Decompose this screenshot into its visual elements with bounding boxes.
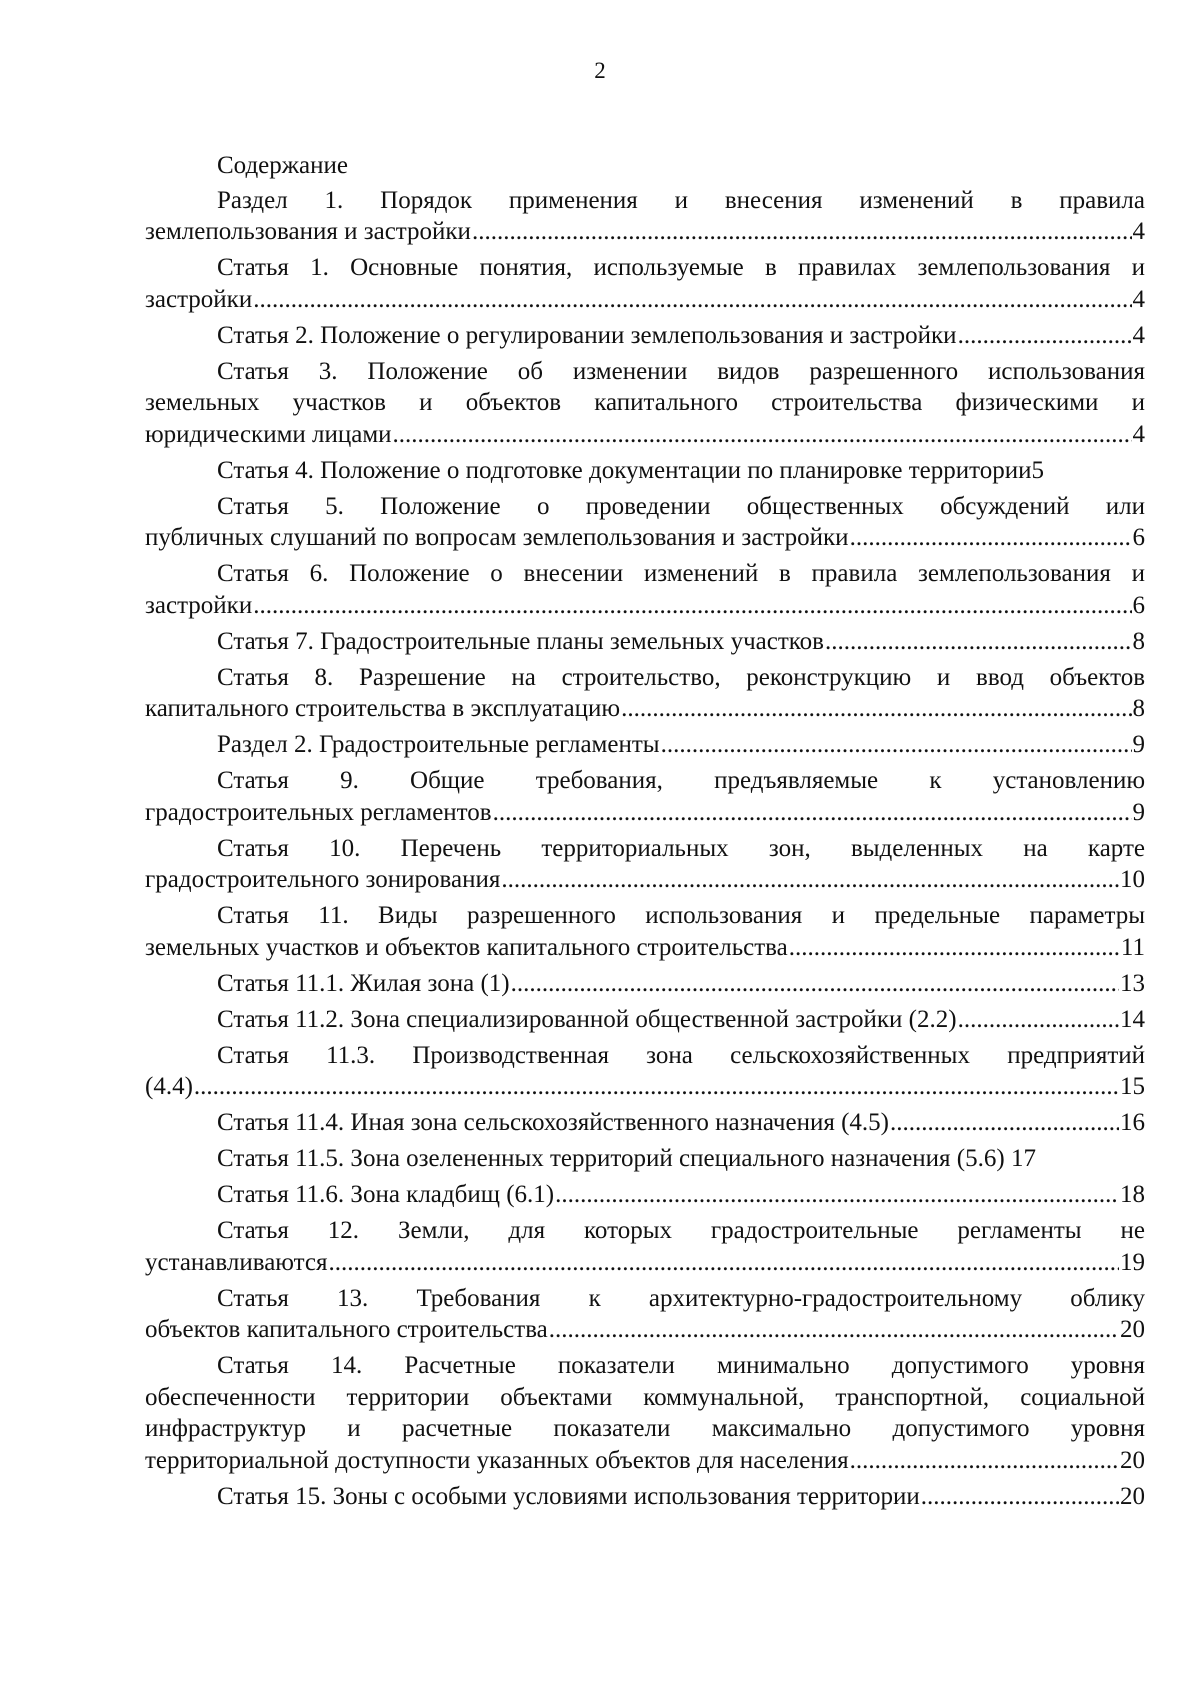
toc-entry (145, 1481, 1145, 1513)
toc-entry-line: земельных участков и объектов капитального строительства физическими и (145, 389, 1145, 416)
toc-entry-last-line (145, 1445, 1145, 1477)
toc-entry (145, 662, 1145, 725)
toc-heading: Содержание (217, 152, 348, 179)
toc-entry-page: 4 (1132, 321, 1145, 349)
toc-entry (145, 320, 1145, 352)
toc-entry-title: публичных слушаний по вопросам землепользования и застройки (145, 524, 849, 551)
toc-entry-page: 20 (1120, 1316, 1145, 1343)
toc-entry (145, 1107, 1145, 1139)
dot-leader (194, 1071, 1119, 1103)
dot-leader (958, 320, 1132, 352)
toc-entry-line: Статья 6. Положение о внесении изменений в правила землепользования и (217, 560, 1145, 587)
dot-leader (825, 626, 1132, 658)
toc-entry-title: застройки (145, 285, 253, 313)
toc-entry (145, 900, 1145, 963)
toc-entry-page: 6 (1132, 591, 1145, 619)
toc-entry (145, 833, 1145, 896)
toc-entry-title: градостроительных регламентов (145, 798, 492, 826)
dot-leader (958, 1004, 1119, 1036)
toc-entry-last-line (145, 626, 1145, 658)
toc-entry (145, 729, 1145, 761)
toc-entry-line: Статья 12. Земли, для которых градостроительные регламенты не (217, 1217, 1145, 1244)
toc-entry-last-line (145, 1179, 1145, 1211)
dot-leader (890, 1107, 1119, 1139)
toc-entry-title: капитального строительства в эксплуатацию (145, 695, 621, 722)
toc-entry-page: 8 (1132, 695, 1145, 722)
toc-entry-last-line (145, 320, 1145, 352)
toc-entry-line: Статья 10. Перечень территориальных зон, выделенных на карте (217, 834, 1145, 862)
dot-leader (472, 216, 1132, 248)
toc-entry (145, 626, 1145, 658)
toc-entry-line: Статья 3. Положение об изменении видов разрешенного использования (217, 357, 1145, 385)
toc-entry-line: Статья 5. Положение о проведении общественных обсуждений или (217, 492, 1145, 520)
toc-entry-last-line (145, 522, 1145, 554)
toc-entry-title: градостроительного зонирования (145, 866, 501, 893)
toc-entry-page: 19 (1120, 1248, 1145, 1276)
toc-entry-title: Статья 7. Градостроительные планы земельных участков (217, 627, 824, 655)
toc-entry-page: 9 (1132, 798, 1145, 826)
toc-entry-last-line (145, 968, 1145, 1000)
dot-leader (549, 1314, 1119, 1346)
toc-entry-title: Статья 4. Положение о подготовке документации по планировке территории (217, 456, 1032, 484)
toc-entry-title: Статья 15. Зоны с особыми условиями использования территории (217, 1482, 920, 1510)
toc-entry-page: 14 (1120, 1005, 1145, 1033)
dot-leader (511, 968, 1119, 1000)
toc-entry (145, 185, 1145, 248)
toc-entry (145, 455, 1145, 487)
toc-entry (145, 356, 1145, 451)
toc-entry-page: 11 (1120, 933, 1145, 961)
toc-entry-title: Раздел 2. Градостроительные регламенты (217, 731, 660, 758)
dot-leader (661, 729, 1132, 761)
dot-leader (253, 284, 1131, 316)
toc-entry-title: Статья 11.6. Зона кладбищ (6.1) (217, 1181, 555, 1208)
dot-leader (493, 797, 1132, 829)
toc-entry-last-line (145, 729, 1145, 761)
toc-entry-last-line (145, 284, 1145, 316)
toc-entry-last-line (145, 1481, 1145, 1513)
toc-entry (145, 1215, 1145, 1278)
toc-entry-title: Статья 11.1. Жилая зона (1) (217, 969, 510, 997)
toc-entry-page: 15 (1120, 1073, 1145, 1100)
toc-entry-title: Статья 2. Положение о регулировании землепользования и застройки (217, 321, 957, 349)
toc-entry-page: 6 (1132, 524, 1145, 551)
toc-entry-line: Раздел 1. Порядок применения и внесения изменений в правила (217, 186, 1145, 214)
toc-entry-page: 20 (1120, 1446, 1145, 1474)
page-number: 2 (594, 58, 606, 83)
toc-entry (145, 252, 1145, 315)
dot-leader (921, 1481, 1119, 1513)
toc-entry-title: объектов капитального строительства (145, 1316, 548, 1343)
toc-entry-last-line (145, 1004, 1145, 1036)
table-of-contents (145, 150, 1145, 1517)
toc-entry (145, 765, 1145, 828)
toc-entry-title: устанавливаются (145, 1248, 328, 1276)
toc-entry (145, 558, 1145, 621)
toc-entry-last-line (145, 864, 1145, 896)
dot-leader (555, 1179, 1119, 1211)
toc-entry (145, 491, 1145, 554)
toc-entry-line: обеспеченности территории объектами коммунальной, транспортной, социальной (145, 1383, 1145, 1411)
toc-entry (145, 1143, 1145, 1175)
toc-entry (145, 1350, 1145, 1476)
toc-entry-line: инфраструктур и расчетные показатели максимально допустимого уровня (145, 1415, 1145, 1442)
toc-entry-line: Статья 13. Требования к архитектурно-градостроительному облику (217, 1284, 1145, 1312)
dot-leader (850, 1445, 1119, 1477)
dot-leader (253, 590, 1131, 622)
toc-entry-page: 4 (1132, 218, 1145, 245)
toc-entry-last-line (145, 693, 1145, 725)
toc-entry-last-line (145, 932, 1145, 964)
toc-entry-page: 4 (1132, 285, 1145, 313)
toc-entry-title: территориальной доступности указанных объектов для населения (145, 1446, 849, 1474)
toc-entry (145, 1283, 1145, 1346)
dot-leader (789, 932, 1120, 964)
toc-entry-title: Статья 11.5. Зона озелененных территорий специального назначения (5.6) (217, 1145, 1005, 1172)
toc-entry-page: 16 (1120, 1109, 1145, 1136)
toc-entry (145, 968, 1145, 1000)
toc-entry (145, 1040, 1145, 1103)
toc-entry-page: 5 (1031, 456, 1044, 484)
toc-entry-title: земельных участков и объектов капитального строительства (145, 933, 788, 961)
toc-entry-last-line (145, 455, 1145, 487)
toc-entry-last-line (145, 590, 1145, 622)
toc-entry-line: Статья 11.3. Производственная зона сельскохозяйственных предприятий (217, 1041, 1145, 1069)
toc-entry-page: 13 (1120, 969, 1145, 997)
toc-entry (145, 1179, 1145, 1211)
toc-entry-page: 4 (1132, 420, 1145, 448)
toc-entry-title: застройки (145, 591, 253, 619)
toc-entry-page: 17 (1004, 1145, 1036, 1172)
toc-entry-line: Статья 14. Расчетные показатели минимально допустимого уровня (217, 1352, 1145, 1379)
toc-entry-page: 8 (1132, 627, 1145, 655)
toc-entry-last-line (145, 419, 1145, 451)
toc-entry-last-line (145, 1143, 1145, 1175)
toc-entry-page: 10 (1120, 866, 1145, 893)
toc-entry-title: Статья 11.2. Зона специализированной общественной застройки (2.2) (217, 1005, 957, 1033)
toc-entry-line: Статья 11. Виды разрешенного использования и предельные параметры (217, 902, 1145, 929)
dot-leader (850, 522, 1132, 554)
dot-leader (621, 693, 1131, 725)
dot-leader (393, 419, 1132, 451)
toc-entry-page: 18 (1120, 1181, 1145, 1208)
toc-entry-page: 20 (1120, 1482, 1145, 1510)
toc-entry-line: Статья 8. Разрешение на строительство, реконструкцию и ввод объектов (217, 663, 1145, 691)
dot-leader (328, 1247, 1119, 1279)
toc-entry-title: Статья 11.4. Иная зона сельскохозяйственного назначения (4.5) (217, 1109, 889, 1136)
toc-entry-last-line (145, 797, 1145, 829)
toc-entry-last-line (145, 1107, 1145, 1139)
dot-leader (501, 864, 1119, 896)
toc-entry-last-line (145, 1247, 1145, 1279)
toc-entry-title: (4.4) (145, 1073, 193, 1100)
toc-entry-last-line (145, 216, 1145, 248)
toc-entry (145, 1004, 1145, 1036)
toc-entry-line: Статья 9. Общие требования, предъявляемые к установлению (217, 767, 1145, 794)
toc-entry-last-line (145, 1314, 1145, 1346)
toc-entry-line: Статья 1. Основные понятия, используемые в правилах землепользования и (217, 254, 1145, 281)
toc-entry-title: юридическими лицами (145, 420, 392, 448)
toc-entries (145, 185, 1145, 1513)
toc-entry-last-line (145, 1071, 1145, 1103)
toc-entry-title: землепользования и застройки (145, 218, 471, 245)
toc-entry-page: 9 (1132, 731, 1145, 758)
